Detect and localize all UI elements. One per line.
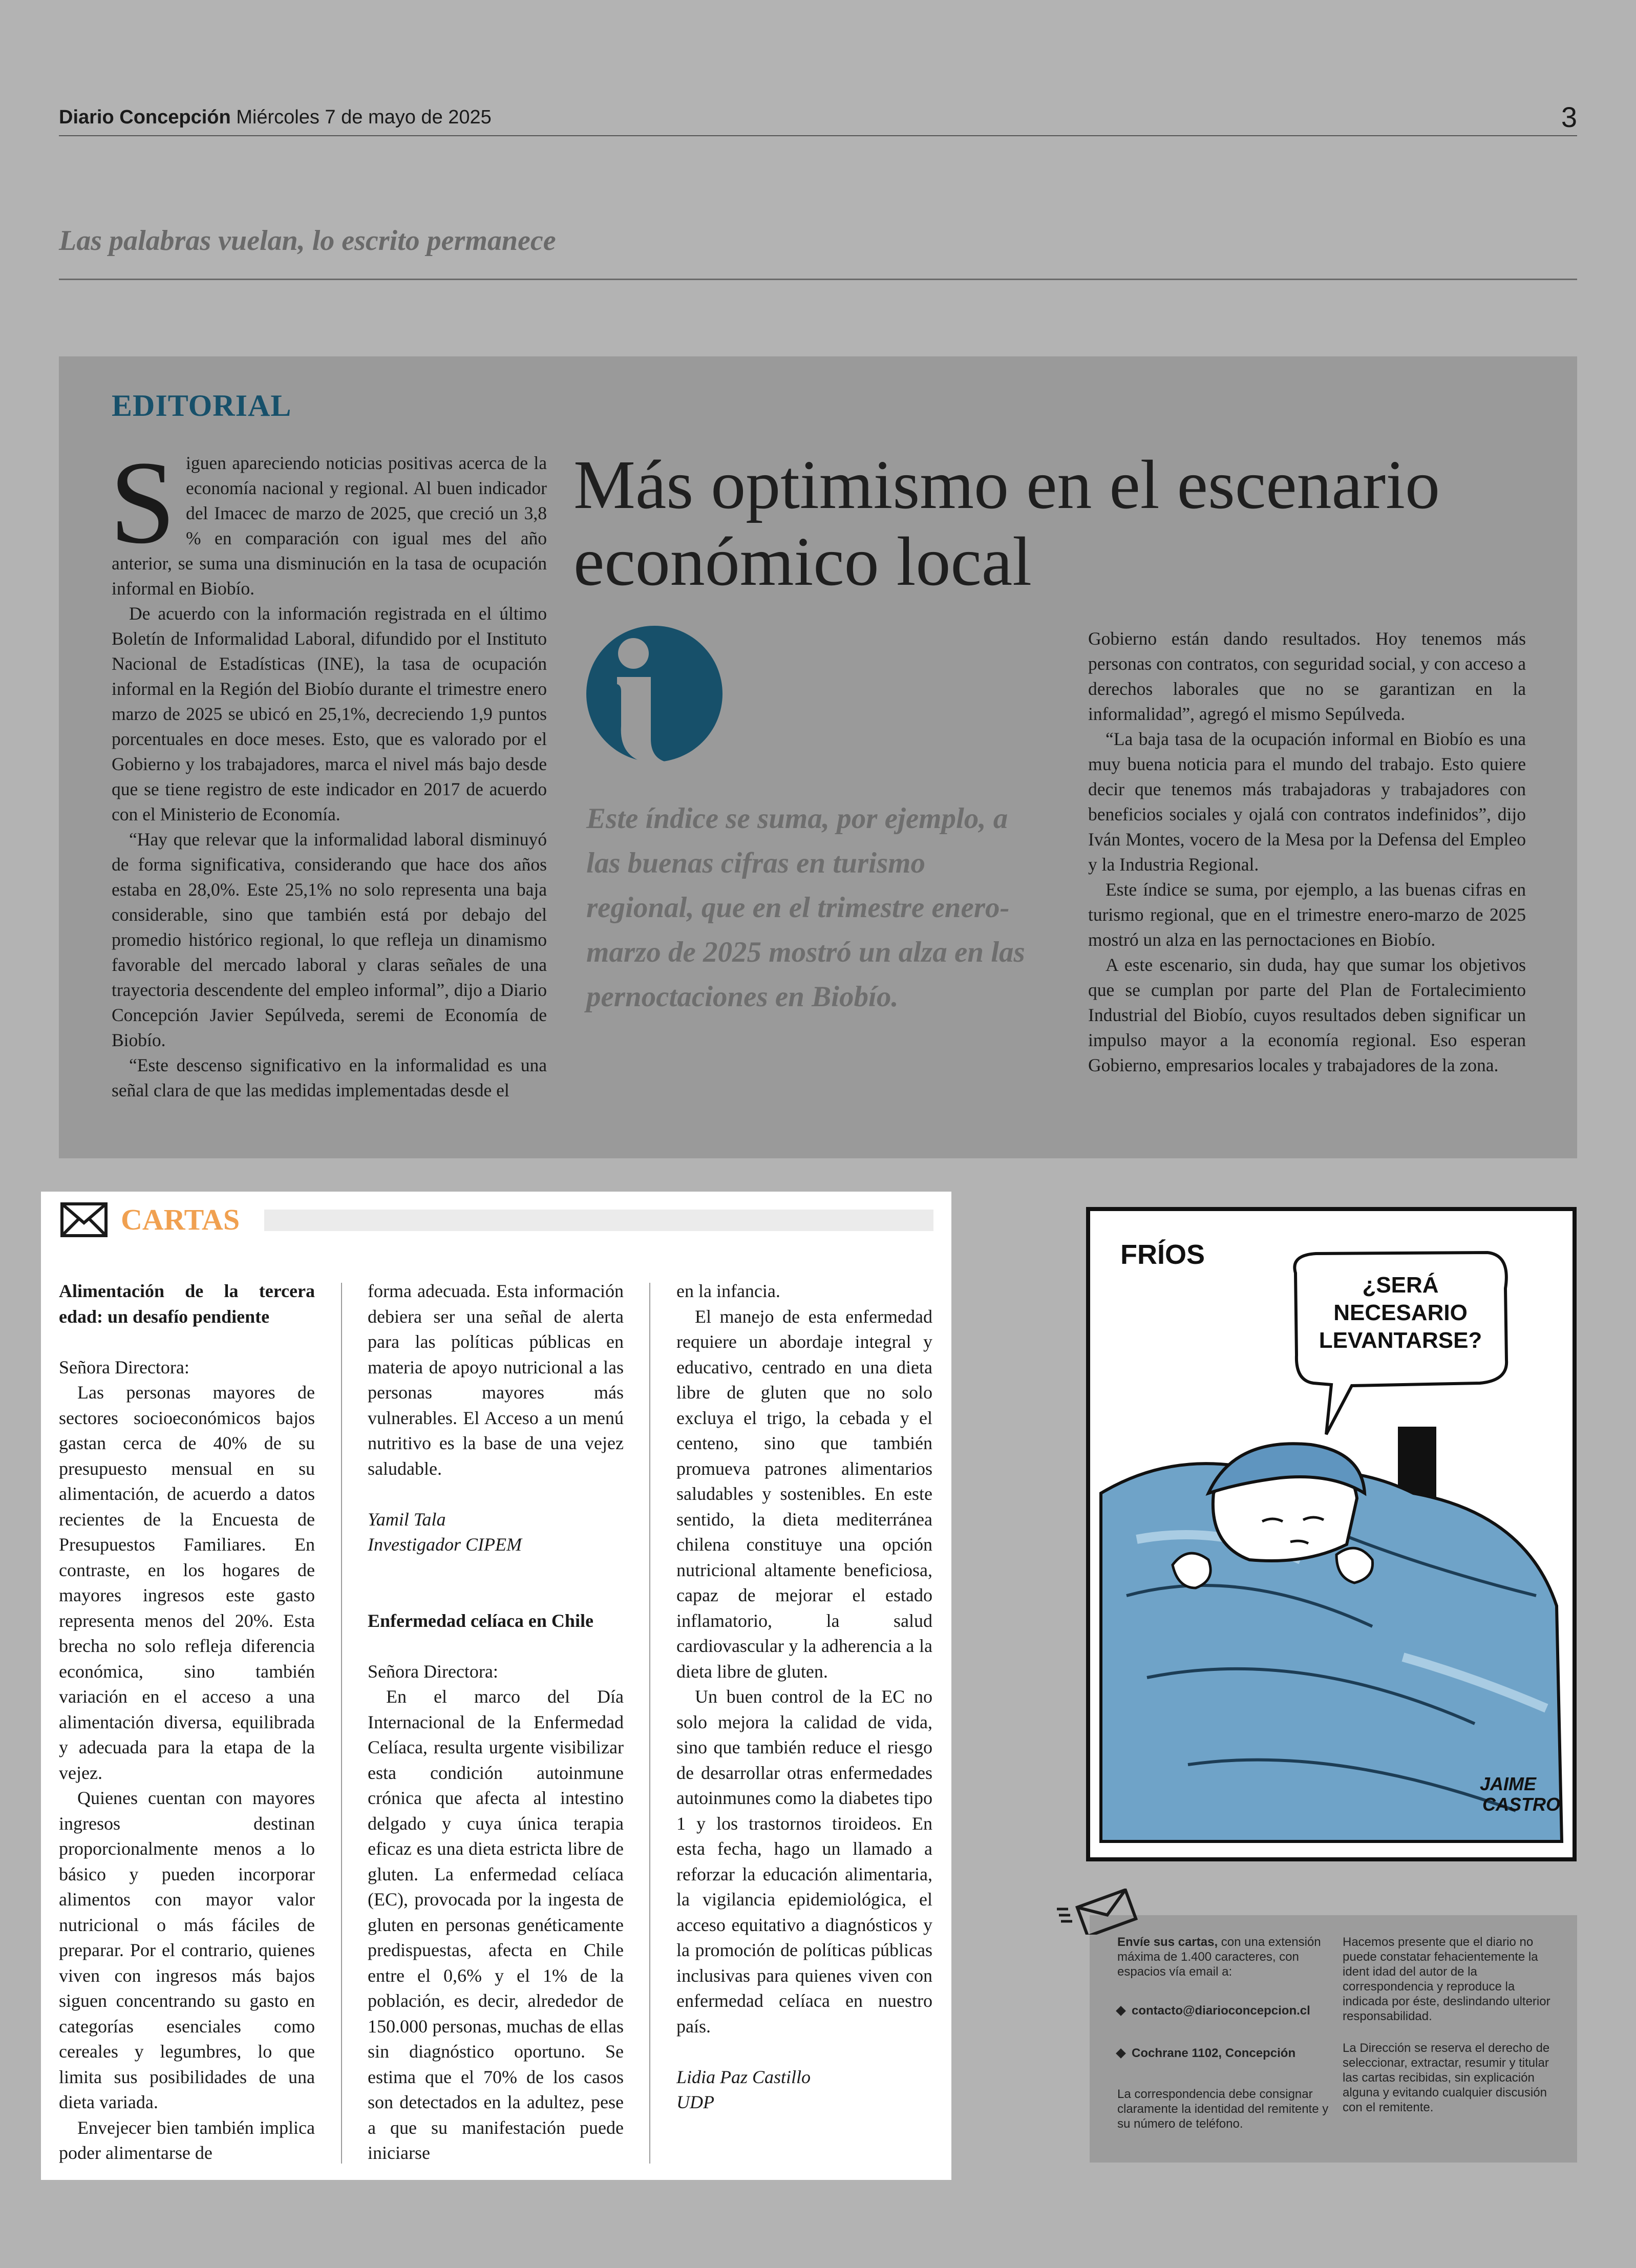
bullet-icon — [1116, 2006, 1126, 2016]
editorial-column-3 — [1088, 626, 1526, 1078]
letter-paragraph: Quienes cuentan con mayores ingresos destinan proporcionalmente menos a lo básico y pueden incorporar alimentos con mayor valor nutricional o más fáciles de preparar. Por el contrario, quienes viven con ingresos más bajos siguen concentrando su gasto en categorías esenciales como cereales y legumbres, lo que limita sus posibilidades de una dieta variada. — [59, 1788, 315, 2112]
envelope-icon — [1055, 1889, 1139, 1935]
cartoon-speech-line: NECESARIO — [1333, 1300, 1468, 1325]
editorial-paragraph: A este escenario, sin duda, hay que sumar los objetivos que se cumplan por parte del Plan de Fortalecimiento Industrial del Biobío, cuyos resultados deben significar un impulso mayor a la economía regional. Eso esperan Gobierno, empresarios locales y trabajadores de la zona. — [1088, 955, 1526, 1075]
letter-paragraph: forma adecuada. Esta información debiera ser una señal de alerta para las políticas públicas en materia de apoyo nutricional a las personas mayores más vulnerables. El Acceso a un menú nutritivo es la base de una vejez saludable. — [368, 1281, 624, 1479]
letter-author: Lidia Paz Castillo — [676, 2066, 811, 2087]
info-icon — [585, 624, 724, 765]
cartoon-signature: CASTRO — [1482, 1794, 1560, 1815]
editorial-pull-quote: Este índice se suma, por ejemplo, a las buenas cifras en turismo regional, que en el trimestre enero-marzo de 2025 mostró un alza en las pernoctaciones en Biobío. — [586, 802, 1025, 1013]
cartoon-speech-line: ¿SERÁ — [1362, 1273, 1439, 1298]
cartas-column-2 — [368, 1279, 624, 2166]
editorial-paragraph: “Este descenso significativo en la informalidad es una señal clara de que las medidas implementadas desde el — [112, 1055, 547, 1100]
letter-affiliation: UDP — [676, 2092, 714, 2112]
page-motto: Las palabras vuelan, lo escrito permanece — [59, 225, 556, 257]
bullet-icon — [1116, 2048, 1126, 2059]
letters-address: Cochrane 1102, Concepción — [1117, 2046, 1295, 2061]
letters-note: La correspondencia debe consignar claramente la identidad del remitente y su número de teléfono. — [1117, 2087, 1329, 2131]
envelope-icon — [60, 1202, 108, 1237]
letter-title: Alimentación de la tercera edad: un desafío pendiente — [59, 1281, 315, 1327]
cartoon-signature: JAIME — [1480, 1773, 1537, 1794]
letter-paragraph: Envejecer bien también implica poder alimentarse de — [59, 2117, 315, 2163]
letter-paragraph: Las personas mayores de sectores socioeconómicos bajos gastan cerca de 40% de su presupuesto mensual en su alimentación, de acuerdo a datos recientes de la Encuesta de Presupuestos Familiares. En contraste, en los hogares de mayores ingresos este gasto representa menos del 20%. Esta brecha no solo refleja diferencia económica, sino también variación en el acceso a una alimentación diversa, equilibrada y adecuada para la etapa de la vejez. — [59, 1382, 315, 1783]
letters-disclaimer: Hacemos presente que el diario no puede constatar fehacientemente la ident idad del autor de la correspondencia y reproduce la indicada por éste, deslindando ulterior responsabilidad. — [1343, 1935, 1550, 2023]
editorial-paragraph: De acuerdo con la información registrada en el último Boletín de Informalidad Laboral, difundido por el Instituto Nacional de Estadísticas (INE), la tasa de ocupación informal en la Región del Biobío durante el trimestre enero marzo de 2025 se ubicó en 25,1%, decreciendo 1,9 puntos porcentuales en doce meses. Esto, que es valorado por el Gobierno y los trabajadores, marca el nivel más bajo desde que se tiene registro de este indicador en 2017 de acuerdo con el Ministerio de Economía. — [112, 603, 547, 824]
newspaper-name: Diario Concepción — [59, 107, 231, 128]
cartas-label: CARTAS — [121, 1203, 240, 1236]
editorial-title: Más optimismo en el escenario económico local — [573, 447, 1440, 600]
editorial-paragraph: Este índice se suma, por ejemplo, a las buenas cifras en turismo regional, que en el trimestre enero-marzo de 2025 mostró un alza en las pernoctaciones en Biobío. — [1088, 879, 1526, 950]
cartas-column-3 — [676, 1279, 932, 2115]
letter-title: Enfermedad celíaca en Chile — [368, 1610, 593, 1631]
column-divider — [649, 1283, 650, 2164]
cartas-header-bar — [264, 1210, 933, 1231]
letter-paragraph: Un buen control de la EC no solo mejora la calidad de vida, sino que también reduce el riesgo de desarrollar otras enfermedades autoinmunes como la diabetes tipo 1 y los trastornos tiroideos. En esta fecha, hago un llamado a reforzar la educación alimentaria, la vigilancia epidemiológica, el acceso equitativo a diagnósticos y la promoción de políticas públicas inclusivas para quienes viven con enfermedad celíaca en nuestro país. — [676, 1686, 932, 2037]
letter-affiliation: Investigador CIPEM — [368, 1534, 522, 1555]
editorial-paragraph: Gobierno están dando resultados. Hoy tenemos más personas con contratos, con seguridad social, y con acceso a derechos laborales que no se garantizan en la informalidad”, agregó el mismo Sepúlveda. — [1088, 628, 1526, 724]
issue-date: Miércoles 7 de mayo de 2025 — [236, 107, 492, 128]
letter-author: Yamil Tala — [368, 1509, 446, 1530]
masthead — [59, 107, 492, 129]
column-divider — [341, 1283, 342, 2164]
drop-cap: S — [110, 437, 176, 568]
letters-policy: La Dirección se reserva el derecho de seleccionar, extractar, resumir y titular las cartas recibidas, sin explicación alguna y evitando cualquier discusión con el remitente. — [1343, 2041, 1550, 2114]
editorial-column-1 — [110, 437, 547, 1103]
letters-email[interactable]: contacto@diarioconcepcion.cl — [1117, 2003, 1310, 2018]
editorial-label: EDITORIAL — [112, 389, 292, 422]
motto-divider — [59, 279, 1577, 280]
editorial-cartoon — [1086, 1206, 1577, 1862]
letter-paragraph: En el marco del Día Internacional de la Enfermedad Celíaca, resulta urgente visibilizar esta condición autoinmune crónica que afecta al intestino delgado y cuya única terapia eficaz es una dieta estricta libre de gluten. La enfermedad celíaca (EC), provocada por la ingesta de gluten en personas genéticamente predispuestas, afecta en Chile entre el 0,6% y el 1% de la población, es decir, alrededor de 150.000 personas, muchas de ellas sin diagnóstico oportuno. Se estima que el 70% de los casos son detectados en la adultez, pese a que su manifestación puede iniciarse — [368, 1686, 624, 2163]
letter-paragraph: El manejo de esta enfermedad requiere un abordaje integral y educativo, centrado en una dieta libre de gluten que no solo excluya el trigo, la cebada y el centeno, sino que también promueva patrones alimentarios saludables y sostenibles. En este sentido, la dieta mediterránea chilena constituye una opción nutricional altamente beneficiosa, capaz de mejorar el estado inflamatorio, la salud cardiovascular y la adherencia a la dieta libre de gluten. — [676, 1306, 932, 1682]
page-number: 3 — [1561, 101, 1577, 133]
editorial-paragraph: “La baja tasa de la ocupación informal en Biobío es una muy buena noticia para el mundo del trabajo. Esto quiere decir que tenemos más trabajadoras y trabajadores con beneficios sociales y ojalá con contratos indefinidos”, dijo Iván Montes, vocero de la Mesa por la Defensa del Empleo y la Industria Regional. — [1088, 729, 1526, 875]
letter-paragraph: en la infancia. — [676, 1281, 780, 1301]
cartoon-speech-line: LEVANTARSE? — [1319, 1328, 1482, 1353]
cartoon-caption: FRÍOS — [1120, 1239, 1205, 1270]
header-divider — [59, 135, 1577, 136]
letter-salutation: Señora Directora: — [368, 1661, 498, 1682]
editorial-paragraph: “Hay que relevar que la informalidad laboral disminuyó de forma significativa, considerando que hace dos años estaba en 28,0%. Este 25,1% no solo representa una baja considerable, sino que también está por debajo del promedio histórico regional, lo que refleja un dinamismo favorable del mercado laboral y claras señales de una trayectoria descendente del empleo informal”, dijo a Diario Concepción Javier Sepúlveda, seremi de Economía de Biobío. — [112, 829, 547, 1050]
letter-salutation: Señora Directora: — [59, 1356, 189, 1377]
letters-intro: Envíe sus cartas, con una extensión máxima de 1.400 caracteres, con espacios vía email a: — [1117, 1935, 1321, 1979]
editorial-paragraph: Siguen apareciendo noticias positivas acerca de la economía nacional y regional. Al buen indicador del Imacec de marzo de 2025, que creció un 3,8 % en comparación con igual mes del año anterior, se suma una disminución en la tasa de ocupación informal en Biobío. — [110, 437, 547, 599]
cartas-column-1 — [59, 1279, 315, 2166]
